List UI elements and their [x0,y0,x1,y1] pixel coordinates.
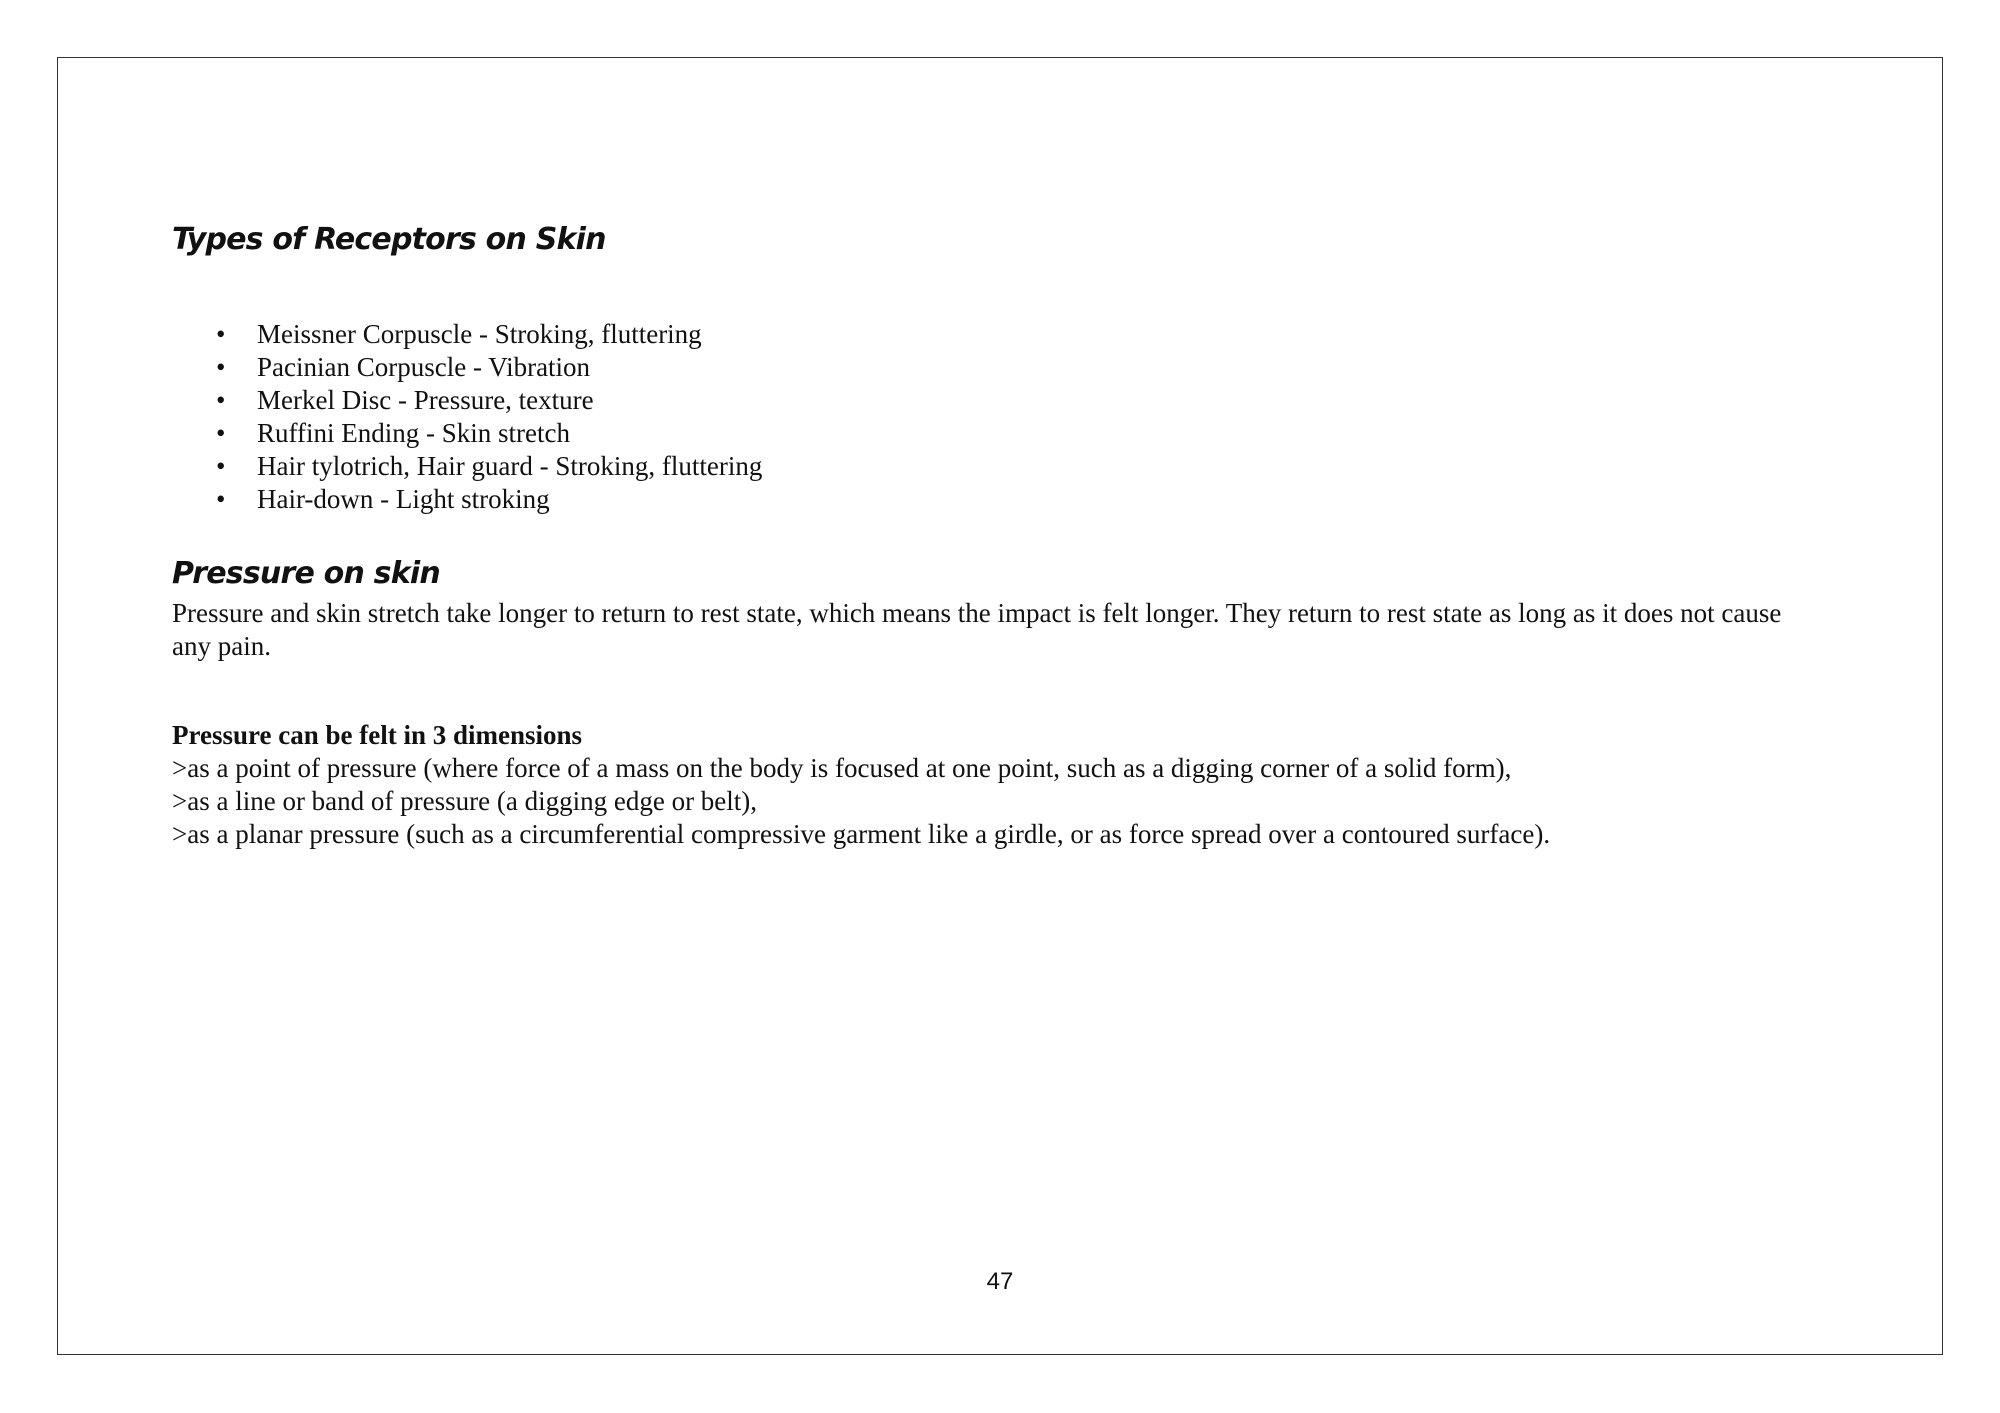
list-item-text: Merkel Disc - Pressure, texture [257,385,594,415]
bullet-icon: • [216,451,226,481]
bullet-icon: • [216,352,226,382]
list-item [210,483,762,516]
list-item-text: Meissner Corpuscle - Stroking, fluttering [257,319,702,349]
list-item-text: Hair tylotrich, Hair guard - Stroking, fluttering [257,451,763,481]
bullet-icon: • [216,484,226,514]
dimensions-list [172,752,1550,851]
list-item [210,318,762,351]
bullet-icon: • [216,418,226,448]
list-item-text: Ruffini Ending - Skin stretch [257,418,570,448]
bullet-icon: • [216,385,226,415]
bullet-icon: • [216,319,226,349]
list-item [210,450,762,483]
pressure-paragraph: Pressure and skin stretch take longer to return to rest state, which means the impact is felt longer. They return to rest state as long as it does not cause any pain. [172,598,1782,661]
dimensions-title: Pressure can be felt in 3 dimensions [172,720,583,750]
list-item [210,417,762,450]
list-item-text: Pacinian Corpuscle - Vibration [257,352,591,382]
receptor-list [210,318,762,516]
list-item [210,384,762,417]
dimension-line: >as a line or band of pressure (a digging edge or belt), [172,786,758,816]
list-item-text: Hair-down - Light stroking [257,484,550,514]
receptors-heading: Types of Receptors on Skin [172,222,606,257]
list-item [210,351,762,384]
dimension-line: >as a point of pressure (where force of a mass on the body is focused at one point, such as a digging corner of a solid form), [172,753,1512,783]
pressure-heading: Pressure on skin [172,556,440,591]
page-number: 47 [986,1268,1014,1295]
dimension-line: >as a planar pressure (such as a circumferential compressive garment like a girdle, or as force spread over a contoured surface). [172,819,1551,849]
